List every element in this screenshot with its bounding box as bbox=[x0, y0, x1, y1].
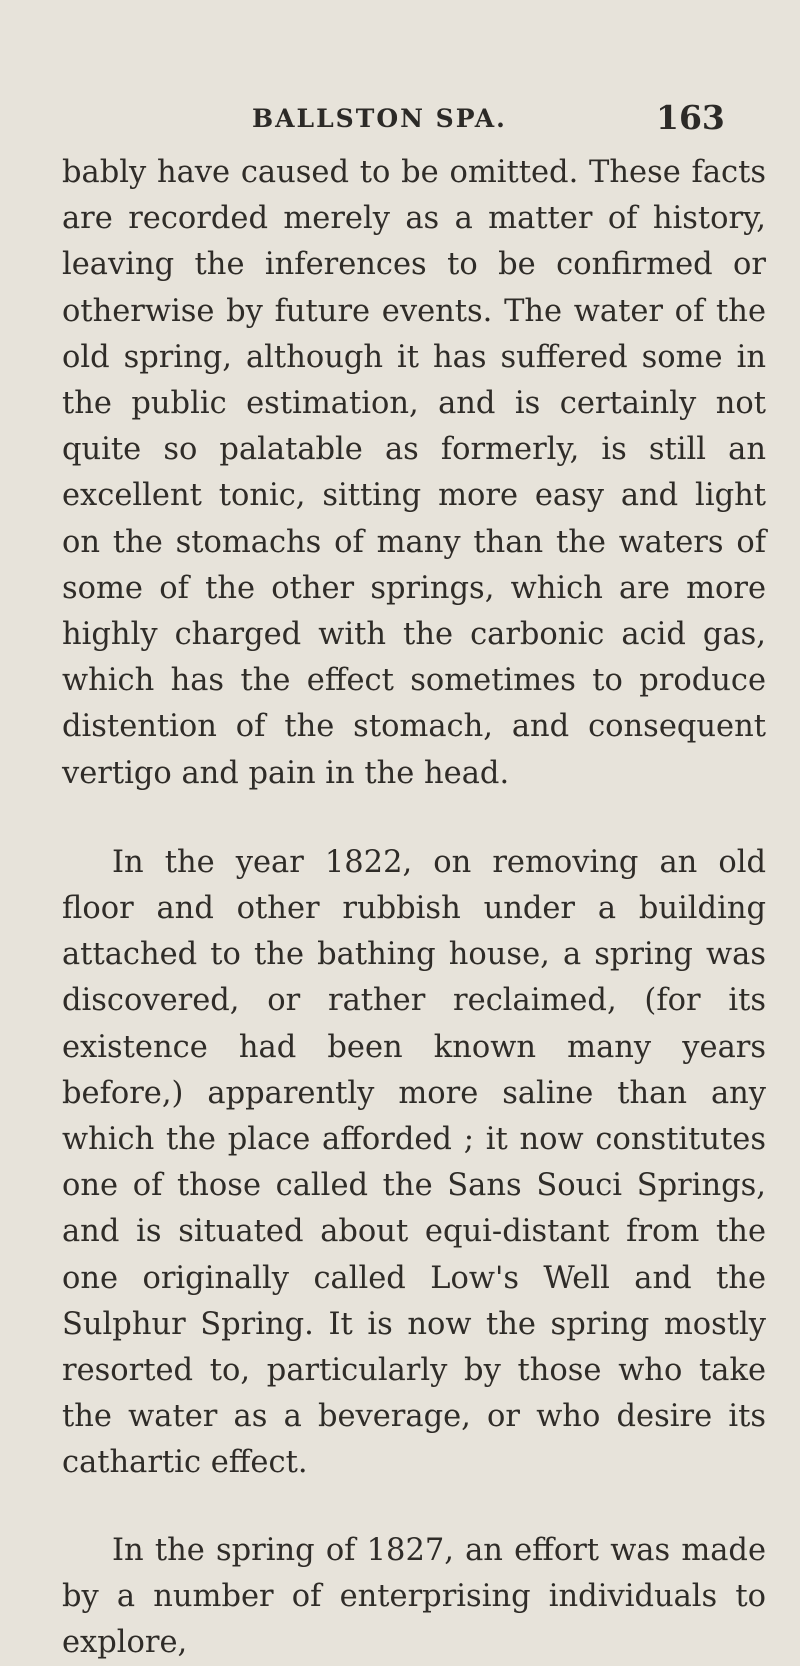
page-number: 163 bbox=[656, 98, 725, 137]
paragraph-2: In the year 1822, on removing an old floor and other rubbish under a building attached to the bathing house, a spring was discovered, or rather reclaimed, (for its existence had been known many years before,) apparently more saline than any which the place afforded ; it now constitutes one of those called the Sans Souci Springs, and is situated about equi-distant from the one originally called Low's Well and the Sulphur Spring. It is now the spring mostly resorted to, particularly by those who take the water as a beverage, or who desire its cathartic effect. bbox=[62, 844, 766, 1481]
body-text bbox=[62, 150, 766, 1666]
paragraph-1: bably have caused to be omitted. These facts are recorded merely as a matter of history, leaving the inferences to be confirmed or otherwise by future events. The water of the old spring, although it has suffered some in the public estimation, and is certainly not quite so palatable as formerly, is still an excellent tonic, sitting more easy and light on the stomachs of many than the waters of some of the other springs, which are more highly charged with the carbonic acid gas, which has the effect sometimes to produce distention of the stomach, and consequent vertigo and pain in the head. bbox=[62, 155, 766, 791]
paragraph-gap bbox=[62, 797, 766, 840]
paragraph-3: In the spring of 1827, an effort was made by a number of enterprising individuals to explore, bbox=[62, 1532, 766, 1661]
running-title: BALLSTON SPA. bbox=[252, 104, 507, 133]
running-header bbox=[0, 98, 800, 138]
paragraph-gap bbox=[62, 1487, 766, 1528]
